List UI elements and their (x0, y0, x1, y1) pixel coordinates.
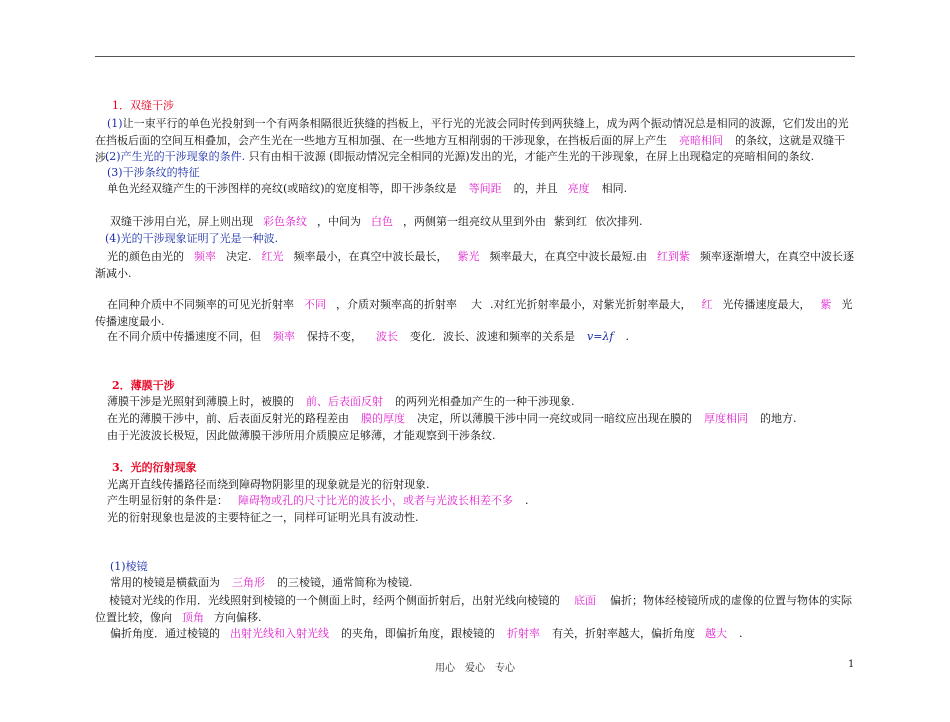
paragraph-thin-film-thickness: 由于光波波长极短，因此做薄膜干涉所用介质膜应足够薄，才能观察到干涉条纹. (107, 429, 496, 442)
page-footer: 用心 爱心 专心 (435, 663, 515, 674)
paragraph-diffraction-wave: 光的衍射现象也是波的主要特征之一，同样可证明光具有波动性. (107, 511, 419, 524)
paragraph-prism-effect: 棱镜对光线的作用．光线照射到棱镜的一个侧面上时，经两个侧面折射后，出射光线向棱镜的 底面 偏折；物体经棱镜所成的虚像的位置与物体的实际位置比较，像向 顶角 方向偏移. (95, 594, 852, 624)
section-title-double-slit: 1．双缝干涉 (112, 99, 174, 112)
subheading-fringe-features: (3)干涉条纹的特征 (107, 166, 200, 179)
subheading-prism: (1)棱镜 (110, 560, 148, 573)
paragraph-double-slit-definition: (1)让一束平行的单色光投射到一个有两条相隔很近狭缝的挡板上，平行光的光波会同时传到两狭缝上，成为两个振动情况总是相同的波源，它们发出的光在挡板后面的空间互相叠加，会产生光在一些地方互相加强、在一些地方互相削弱的干涉现象，在挡板后面的屏上产生 亮暗相间 的条纹，这就是双缝干涉. (95, 117, 849, 164)
paragraph-diffraction-condition: 产生明显衍射的条件是： 障碍物或孔的尺寸比光的波长小，或者与光波长相差不多 . (107, 494, 529, 507)
header-rule (95, 56, 855, 57)
paragraph-wave-relation: 在不同介质中传播速度不同，但 频率 保持不变， 波长 变化．波长、波速和频率的关系是 v=λf . (107, 330, 629, 343)
section-title-diffraction: 3．光的衍射现象 (112, 461, 197, 474)
formula: v=λf (587, 330, 614, 343)
subheading-wave-proof: (4)光的干涉现象证明了光是一种波. (105, 232, 279, 245)
page-number: 1 (848, 659, 855, 670)
section-title-thin-film: 2．薄膜干涉 (112, 379, 175, 392)
paragraph-thin-film-path: 在光的薄膜干涉中，前、后表面反射光的路程差由 膜的厚度 决定，所以薄膜干涉中同一亮纹或同一暗纹应出现在膜的 厚度相同 的地方. (107, 412, 797, 425)
paragraph-interference-condition: (2)产生光的干涉现象的条件. 只有由相干波源 (即振动情况完全相同的光源)发出的光，才能产生光的干涉现象，在屏上出现稳定的亮暗相间的条纹. (105, 150, 815, 163)
paragraph-fringe-features: 单色光经双缝产生的干涉图样的亮纹(或暗纹)的宽度相等，即干涉条纹是 等间距 的，并且 亮度 相同. (107, 182, 628, 195)
paragraph-thin-film-definition: 薄膜干涉是光照射到薄膜上时，被膜的 前、后表面反射 的两列光相叠加产生的一种干涉现象. (107, 395, 575, 408)
paragraph-refractive-index: 在同种介质中不同频率的可见光折射率 不同 ，介质对频率高的折射率 大 .对红光折射率最小，对紫光折射率最大， 红 光传播速度最大， 紫 光传播速度最小. (95, 298, 853, 328)
paragraph-color-frequency: 光的颜色由光的 频率 决定. 红光 频率最小，在真空中波长最长， 紫光 频率最大，在真空中波长最短.由 红到紫 频率逐渐增大，在真空中波长逐渐减小. (95, 250, 854, 280)
paragraph-prism-definition: 常用的棱镜是横截面为 三角形 的三棱镜，通常简称为棱镜. (110, 576, 413, 589)
paragraph-diffraction-definition: 光离开直线传播路径而绕到障碍物阴影里的现象就是光的衍射现象. (107, 478, 430, 491)
paragraph-deflection-angle: 偏折角度．通过棱镜的 出射光线和入射光线 的夹角，即偏折角度，跟棱镜的 折射率 有关，折射率越大，偏折角度 越大 . (110, 627, 743, 640)
paragraph-white-light: 双缝干涉用白光，屏上则出现 彩色条纹 ，中间为 白色 ，两侧第一组亮纹从里到外由 紫到红 依次排列. (110, 215, 643, 228)
fill-answer: 亮暗相间 (679, 134, 723, 147)
